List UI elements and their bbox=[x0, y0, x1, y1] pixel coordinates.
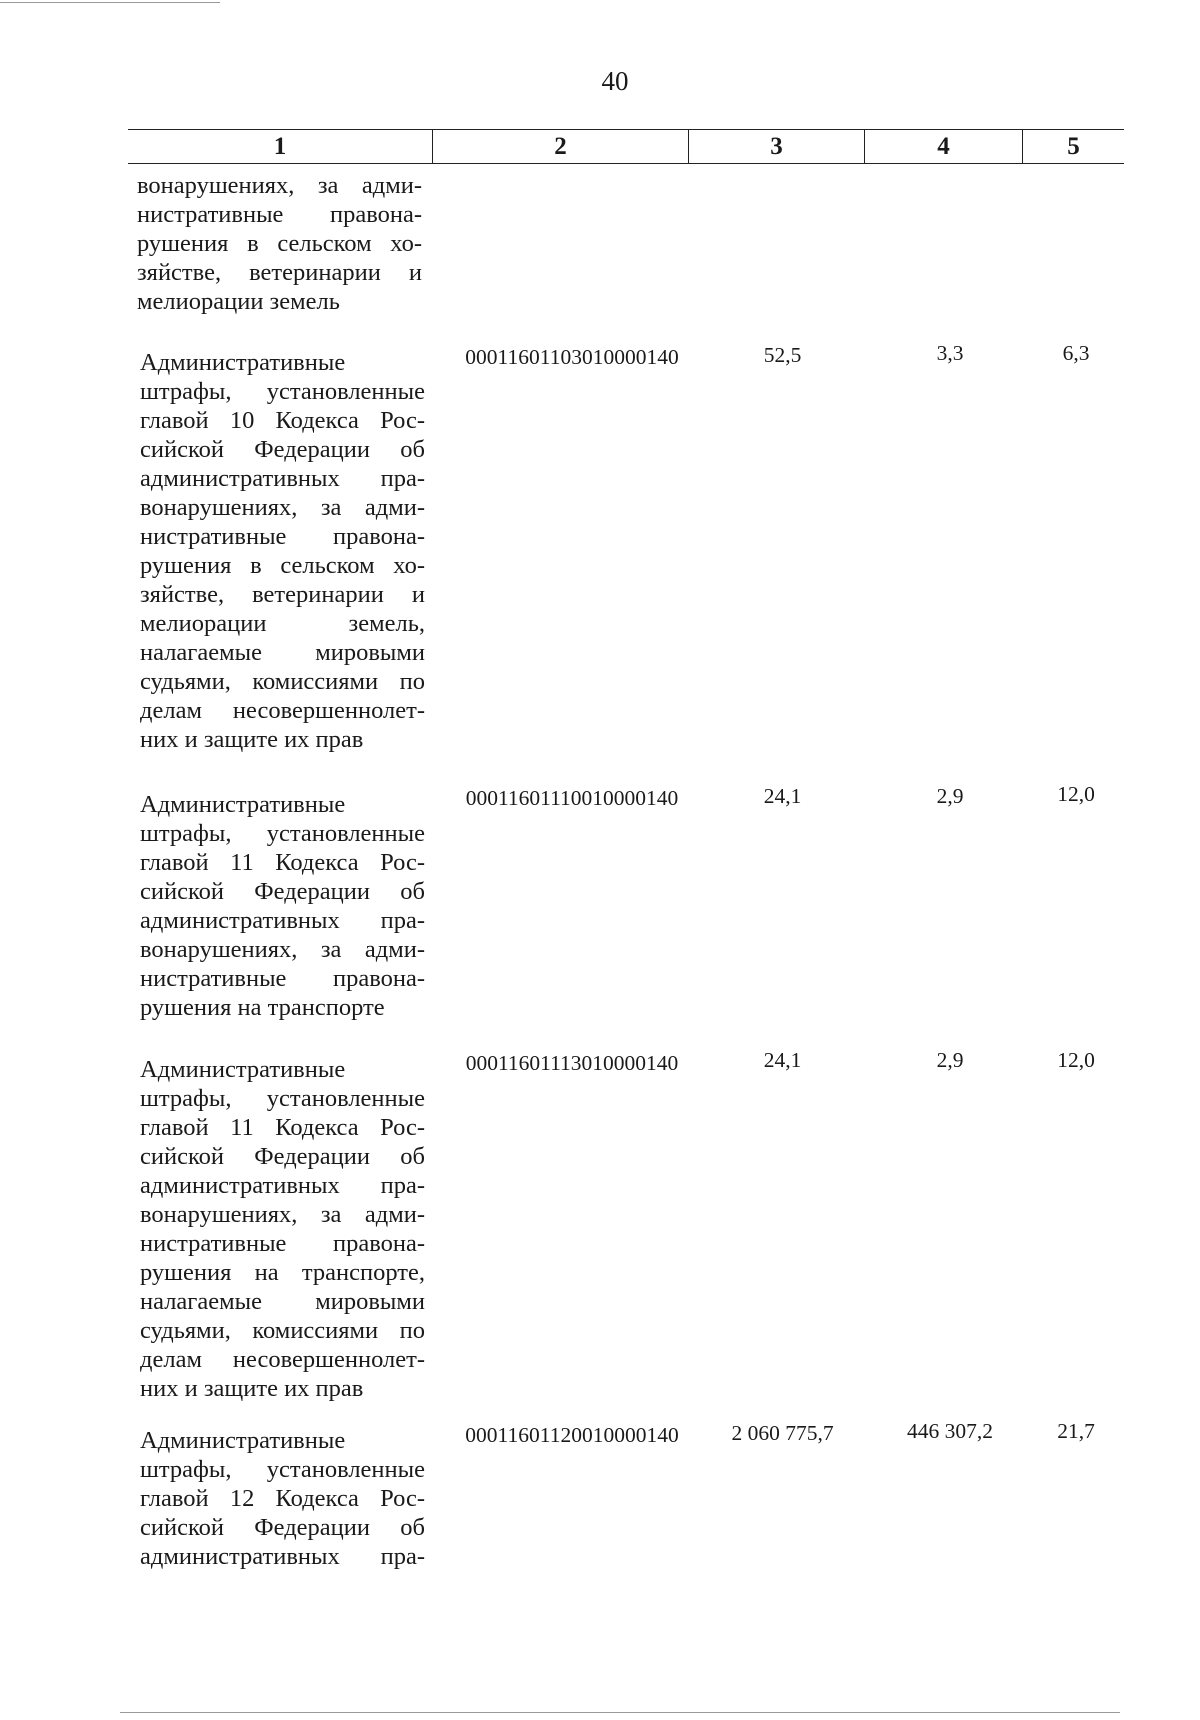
table-row-2-col3: 24,1 bbox=[763, 784, 802, 808]
description-line: штрафы, установленные bbox=[140, 1456, 425, 1483]
table-header-col-5: 5 bbox=[1067, 133, 1080, 160]
description-line: Административные bbox=[140, 1056, 346, 1083]
table-row-0-description bbox=[137, 171, 422, 316]
description-line: сийской Федерации об bbox=[140, 1143, 425, 1170]
table-row-3-code: 00011601113010000140 bbox=[465, 1051, 679, 1075]
table-header-col-4: 4 bbox=[937, 133, 950, 160]
scan-edge-bottom bbox=[120, 1712, 1120, 1713]
description-line: Административные bbox=[140, 791, 346, 818]
table-header-col-3: 3 bbox=[770, 133, 783, 160]
description-line: налагаемые мировыми bbox=[140, 639, 425, 666]
table-row-2-description bbox=[140, 790, 425, 1022]
table-row-4-col5: 21,7 bbox=[1057, 1419, 1095, 1443]
description-line: зяйстве, ветеринарии и bbox=[137, 259, 422, 286]
table-row-3-col5: 12,0 bbox=[1057, 1048, 1095, 1072]
description-line: Административные bbox=[140, 349, 346, 376]
table-header-col-2: 2 bbox=[554, 133, 567, 160]
description-line: главой 10 Кодекса Рос- bbox=[140, 407, 425, 434]
description-line: главой 11 Кодекса Рос- bbox=[140, 849, 425, 876]
table-row-4-description bbox=[140, 1426, 425, 1571]
description-line: главой 12 Кодекса Рос- bbox=[140, 1485, 425, 1512]
table-row-1-description bbox=[140, 348, 425, 754]
description-line: главой 11 Кодекса Рос- bbox=[140, 1114, 425, 1141]
description-line: делам несовершеннолет- bbox=[140, 1346, 425, 1373]
description-line: них и защите их прав bbox=[140, 726, 364, 753]
table-row-3-col3: 24,1 bbox=[763, 1048, 802, 1072]
table-row-1-col5: 6,3 bbox=[1062, 341, 1090, 365]
table-row-2-code: 00011601110010000140 bbox=[465, 786, 679, 810]
description-line: Административные bbox=[140, 1427, 346, 1454]
table-header-bottom-rule bbox=[128, 163, 1124, 164]
description-line: рушения на транспорте, bbox=[140, 1259, 425, 1286]
table-header-col-1: 1 bbox=[273, 133, 287, 160]
description-line: сийской Федерации об bbox=[140, 878, 425, 905]
description-line: судьями, комиссиями по bbox=[140, 668, 425, 695]
description-line: делам несовершеннолет- bbox=[140, 697, 425, 724]
table-row-2-col5: 12,0 bbox=[1057, 782, 1095, 806]
description-line: мелиорации земель bbox=[137, 288, 340, 315]
description-line: мелиорации земель, bbox=[140, 610, 425, 637]
description-line: рушения на транспорте bbox=[140, 994, 385, 1021]
description-line: административных пра- bbox=[140, 465, 425, 492]
table-row-3-description bbox=[140, 1055, 425, 1403]
description-line: нистративные правона- bbox=[137, 201, 422, 228]
description-line: административных пра- bbox=[140, 907, 425, 934]
description-line: нистративные правона- bbox=[140, 965, 425, 992]
description-line: нистративные правона- bbox=[140, 1230, 425, 1257]
table-row-4-col4: 446 307,2 bbox=[907, 1419, 993, 1443]
table-row-2-col4: 2,9 bbox=[936, 784, 964, 808]
description-line: нистративные правона- bbox=[140, 523, 425, 550]
description-line: административных пра- bbox=[140, 1172, 425, 1199]
description-line: судьями, комиссиями по bbox=[140, 1317, 425, 1344]
table-row-3-col4: 2,9 bbox=[936, 1048, 964, 1072]
description-line: вонарушениях, за адми- bbox=[140, 494, 425, 521]
table-row-4-code: 00011601120010000140 bbox=[465, 1423, 679, 1447]
description-line: штрафы, установленные bbox=[140, 820, 425, 847]
description-line: них и защите их прав bbox=[140, 1375, 364, 1402]
table-header-top-rule bbox=[128, 129, 1124, 130]
table-row-1-code: 00011601103010000140 bbox=[465, 345, 679, 369]
description-line: вонарушениях, за адми- bbox=[140, 936, 425, 963]
description-line: рушения в сельском хо- bbox=[140, 552, 425, 579]
page-number: 40 bbox=[601, 66, 629, 96]
table-row-1-col3: 52,5 bbox=[763, 343, 802, 367]
scan-edge-top bbox=[0, 2, 220, 3]
description-line: вонарушениях, за адми- bbox=[140, 1201, 425, 1228]
description-line: сийской Федерации об bbox=[140, 436, 425, 463]
description-line: вонарушениях, за адми- bbox=[137, 172, 422, 199]
table-row-1-col4: 3,3 bbox=[936, 341, 964, 365]
description-line: штрафы, установленные bbox=[140, 1085, 425, 1112]
description-line: рушения в сельском хо- bbox=[137, 230, 422, 257]
description-line: налагаемые мировыми bbox=[140, 1288, 425, 1315]
table-row-4-col3: 2 060 775,7 bbox=[731, 1421, 834, 1445]
description-line: сийской Федерации об bbox=[140, 1514, 425, 1541]
description-line: штрафы, установленные bbox=[140, 378, 425, 405]
description-line: зяйстве, ветеринарии и bbox=[140, 581, 425, 608]
description-line: административных пра- bbox=[140, 1543, 425, 1570]
